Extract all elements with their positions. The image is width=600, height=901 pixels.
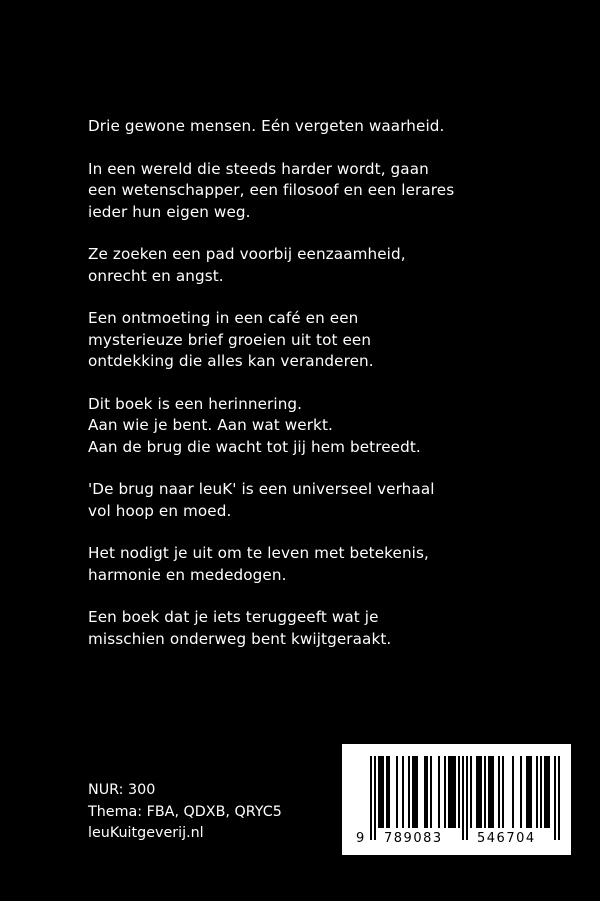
barcode-bar: [498, 756, 500, 828]
blurb-line: onrecht en angst.: [88, 266, 224, 285]
thema-codes: Thema: FBA, QDXB, QRYC5: [88, 803, 282, 820]
barcode-bar: [388, 756, 390, 828]
barcode-bar: [438, 756, 440, 828]
blurb-line: harmonie en mededogen.: [88, 565, 287, 584]
barcode-bar: [402, 756, 404, 828]
barcode-bar: [448, 756, 450, 828]
blurb-line: Ze zoeken een pad voorbij eenzaamheid,: [88, 245, 406, 263]
publisher-website: leuKuitgeverij.nl: [88, 825, 204, 841]
barcode-bar: [380, 756, 382, 828]
barcode-guard-bar: [370, 756, 372, 840]
blurb-paragraph-3: [88, 244, 558, 287]
barcode-bar: [478, 756, 480, 828]
barcode-bar: [492, 756, 494, 828]
barcode-guard-bar: [554, 756, 556, 840]
blurb-paragraph-7: [88, 543, 558, 586]
back-cover-blurb: [88, 116, 558, 671]
barcode-bar: [396, 756, 398, 828]
barcode-bar: [476, 756, 478, 828]
isbn-barcode: [342, 744, 571, 855]
barcode-bar: [544, 756, 546, 828]
blurb-line: Een boek dat je iets teruggeeft wat je: [88, 608, 379, 626]
barcode-bar: [430, 756, 432, 828]
barcode-left-digits: 789083: [384, 831, 443, 846]
barcode-bar: [526, 756, 528, 828]
barcode-bar: [454, 756, 456, 828]
barcode-bar: [378, 756, 380, 828]
barcode-guard-bar: [462, 756, 464, 840]
barcode-bar: [382, 756, 384, 828]
barcode-bar: [490, 756, 492, 828]
barcode-bar: [424, 756, 426, 828]
barcode-lead-digit: 9: [356, 831, 365, 846]
blurb-line: Een ontmoeting in een café en een: [88, 309, 359, 327]
barcode-bar: [530, 756, 532, 828]
publication-meta: [88, 780, 282, 845]
blurb-line: 'De brug naar leuK' is een universeel verhaal: [88, 480, 435, 498]
blurb-line: ontdekking die alles kan veranderen.: [88, 352, 374, 370]
barcode-bar: [546, 756, 548, 828]
barcode-bar: [512, 756, 514, 828]
blurb-paragraph-2: [88, 159, 558, 224]
barcode-right-digits: 546704: [477, 831, 536, 846]
blurb-line: vol hoop en moed.: [88, 501, 232, 520]
barcode-bar: [416, 756, 418, 828]
barcode-bars: [342, 744, 571, 855]
blurb-paragraph-5: [88, 394, 558, 459]
blurb-paragraph-6: [88, 479, 558, 522]
barcode-bar: [528, 756, 530, 828]
barcode-bar: [408, 756, 410, 828]
barcode-bar: [548, 756, 550, 828]
nur-code: NUR: 300: [88, 782, 156, 798]
barcode-bar: [414, 756, 416, 828]
blurb-line: Drie gewone mensen. Eén vergeten waarheid.: [88, 117, 445, 135]
barcode-bar: [540, 756, 542, 828]
blurb-line: Het nodigt je uit om te leven met betekenis,: [88, 544, 429, 562]
blurb-line: mysterieuze brief groeien uit tot een: [88, 330, 372, 349]
barcode-guard-bar: [558, 756, 560, 840]
blurb-paragraph-8: [88, 607, 558, 650]
barcode-bar: [444, 756, 446, 828]
barcode-guard-bar: [466, 756, 468, 840]
barcode-bar: [412, 756, 414, 828]
blurb-line: In een wereld die steeds harder wordt, gaan: [88, 159, 429, 178]
barcode-bar: [484, 756, 486, 828]
barcode-bar: [502, 756, 504, 828]
barcode-bar: [450, 756, 452, 828]
barcode-bar: [536, 756, 538, 828]
barcode-bar: [426, 756, 428, 828]
blurb-paragraph-4: [88, 308, 558, 373]
blurb-line: Aan de brug die wacht tot jij hem betreedt.: [88, 437, 421, 456]
blurb-paragraph-1: [88, 116, 558, 138]
blurb-line: misschien onderweg bent kwijtgeraakt.: [88, 629, 392, 648]
barcode-bar: [386, 756, 388, 828]
blurb-line: Aan wie je bent. Aan wat werkt.: [88, 416, 333, 434]
barcode-bar: [452, 756, 454, 828]
barcode-bar: [470, 756, 472, 828]
barcode-bar: [458, 756, 460, 828]
blurb-line: Dit boek is een herinnering.: [88, 394, 303, 413]
blurb-line: ieder hun eigen weg.: [88, 202, 251, 221]
barcode-bar: [488, 756, 490, 828]
blurb-line: een wetenschapper, een filosoof en een lerares: [88, 181, 455, 199]
barcode-guard-bar: [374, 756, 376, 840]
barcode-bar: [480, 756, 482, 828]
barcode-bar: [520, 756, 522, 828]
